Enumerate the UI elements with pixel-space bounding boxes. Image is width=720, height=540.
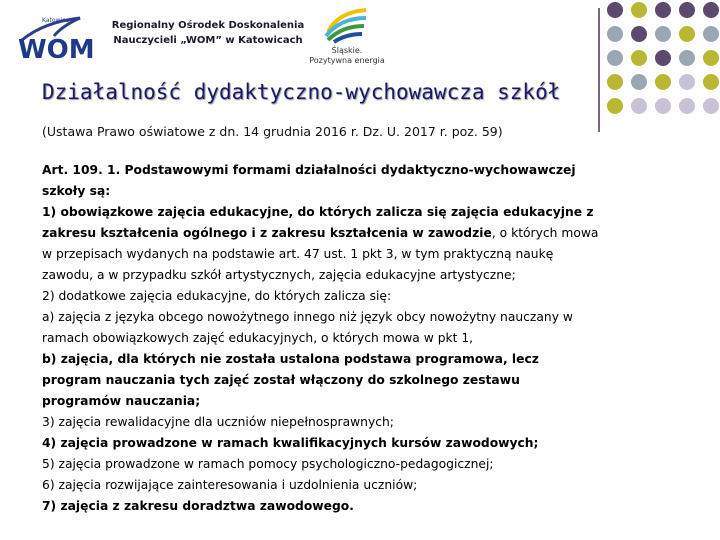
decorative-dot [631, 26, 647, 42]
slaskie-caption-2: Pozytywna energia [309, 56, 385, 65]
decorative-dot [607, 26, 623, 42]
organization-line-2: Nauczycieli „WOM” w Katowicach [113, 35, 303, 46]
organization-name [108, 18, 308, 48]
decorative-dot [679, 2, 695, 18]
decorative-dot [607, 50, 623, 66]
article-heading: Art. 109. 1. Podstawowymi formami działalności dydaktyczno-wychowawczej szkoły są: [42, 163, 576, 198]
wom-logo-text: WOM [18, 35, 95, 65]
item-1-bold: 1) obowiązkowe zajęcia edukacyjne, do których zalicza się zajęcia edukacyjne z zakresu kształcenia ogólnego i z zakresu kształcenia w zawodzie [42, 205, 594, 240]
item-2b: b) zajęcia, dla których nie została ustalona podstawa programowa, lecz program nauczania tych zajęć został włączony do szkolnego zestawu programów nauczania; [42, 352, 539, 408]
item-2: 2) dodatkowe zajęcia edukacyjne, do których zalicza się: [42, 289, 392, 303]
page-title: Działalność dydaktyczno-wychowawcza szkół [42, 80, 561, 104]
item-2a: a) zajęcia z języka obcego nowożytnego innego niż język obcy nowożytny nauczany w ramach obowiązkowych zajęć edukacyjnych, o których mowa w pkt 1, [42, 310, 573, 345]
decorative-dot [655, 2, 671, 18]
item-7: 7) zajęcia z zakresu doradztwa zawodowego. [42, 499, 354, 513]
wom-logo-small-text: Katowice [42, 17, 70, 24]
decorative-dot [679, 26, 695, 42]
decorative-dot [703, 2, 719, 18]
decorative-dot [607, 98, 623, 114]
legal-source: (Ustawa Prawo oświatowe z dn. 14 grudnia 2016 r. Dz. U. 2017 r. poz. 59) [42, 124, 503, 139]
article-text [42, 160, 602, 517]
item-6: 6) zajęcia rozwijające zainteresowania i uzdolnienia uczniów; [42, 478, 418, 492]
decorative-dot [655, 98, 671, 114]
item-4: 4) zajęcia prowadzone w ramach kwalifikacyjnych kursów zawodowych; [42, 436, 539, 450]
decorative-dot [631, 2, 647, 18]
slaskie-logo [304, 4, 390, 70]
wom-logo [14, 10, 96, 66]
organization-line-1: Regionalny Ośrodek Doskonalenia [111, 20, 305, 31]
item-1 [42, 202, 602, 286]
decorative-dot [703, 98, 719, 114]
decorative-dot [679, 98, 695, 114]
decorative-dot [655, 50, 671, 66]
decorative-dot [703, 26, 719, 42]
decorative-dot [631, 50, 647, 66]
decorative-dot [607, 2, 623, 18]
decorative-dot [703, 50, 719, 66]
decorative-dot [679, 74, 695, 90]
decorative-dot [655, 26, 671, 42]
decorative-dot [703, 74, 719, 90]
decorative-dot [631, 98, 647, 114]
decorative-dot [607, 74, 623, 90]
decorative-vertical-line [598, 8, 600, 132]
decorative-dot [631, 74, 647, 90]
slaskie-caption-1: Śląskie. [331, 46, 363, 55]
item-3: 3) zajęcia rewalidacyjne dla uczniów niepełnosprawnych; [42, 415, 394, 429]
item-5: 5) zajęcia prowadzone w ramach pomocy psychologiczno-pedagogicznej; [42, 457, 494, 471]
decorative-dot [655, 74, 671, 90]
decorative-dot [679, 50, 695, 66]
item-1-rest: , o których mowa w przepisach wydanych na podstawie art. 47 ust. 1 pkt 3, w tym praktyczną naukę zawodu, a w przypadku szkół artystycznych, zajęcia edukacyjne artystyczne; [42, 226, 599, 282]
slaskie-wave-icon [304, 4, 390, 44]
